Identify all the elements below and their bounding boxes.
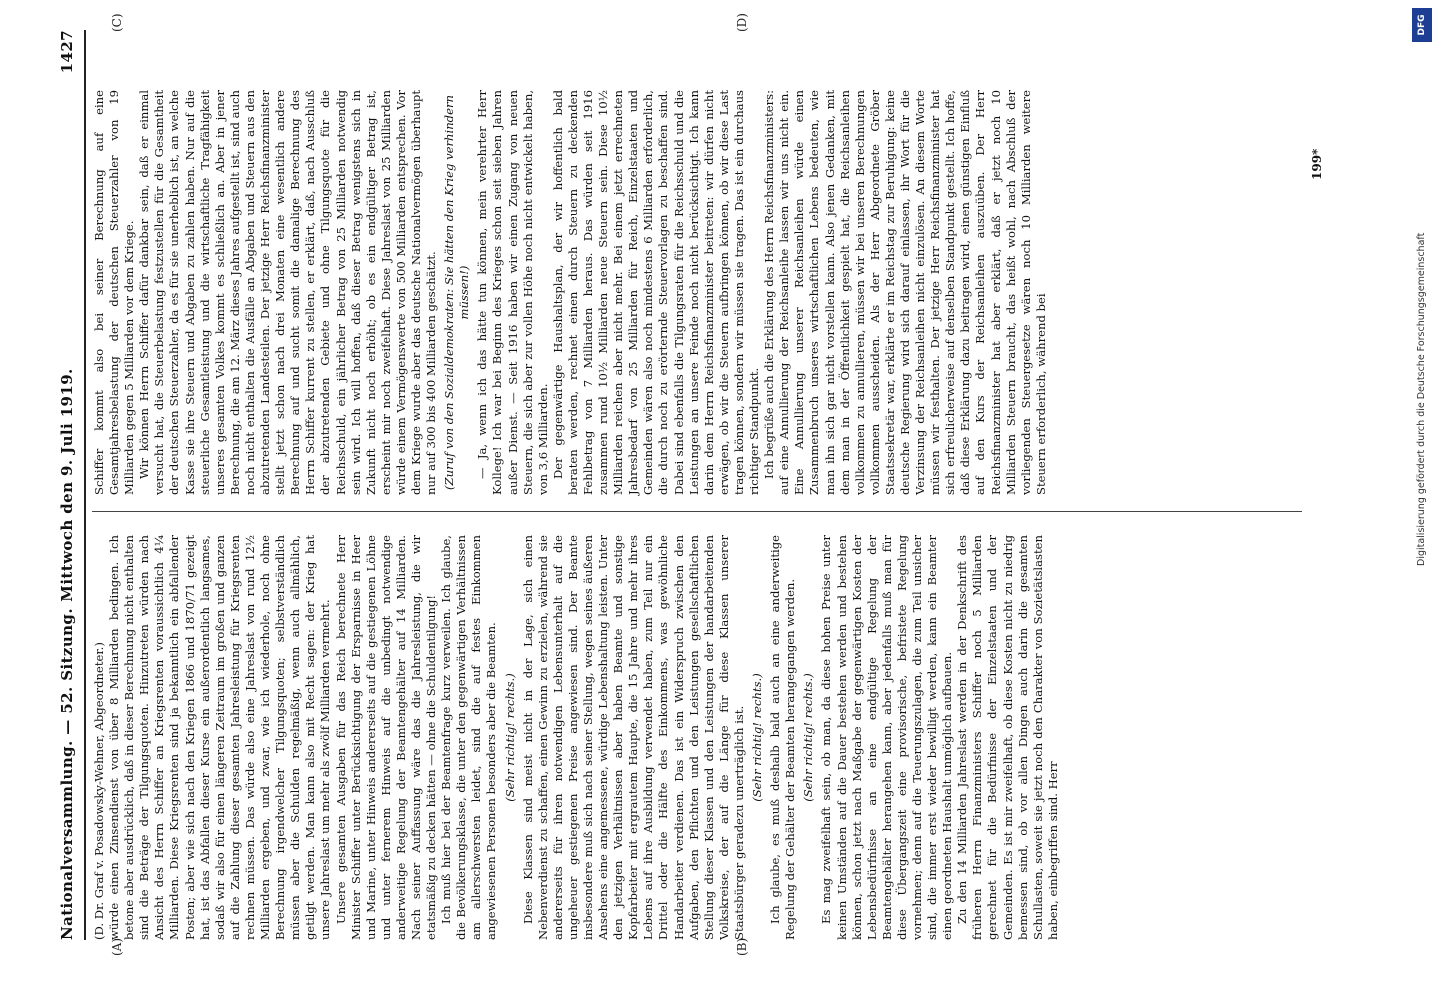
paragraph: Ich glaube, es muß deshalb bald auch an eine anderweitige Regelung der Gehälter der Beamten herangegangen werden.: [768, 535, 798, 940]
interjection: (Sehr richtig! rechts.): [502, 673, 517, 802]
page-header: [58, 30, 82, 940]
paragraph: Ich muß hier bei der Beamtenfrage kurz verweilen. Ich glaube, die Bevölkerungsklasse, die unter den gegenwärtigen Verhältnissen am allerschwersten leidet, sind die auf festes Einkommen angewiesenen Personen besonders aber die Beamten.: [439, 535, 499, 940]
paragraph: Unsere gesamten Ausgaben für das Reich berechnete Herr Minister Schiffer unter Berücksichtigung der Ersparnisse in Heer und Marine, unter Hinweis andererseits auf die gestiegenen Löhne und unter fernerem Hinweis auf die unbedingt notwendige anderweitige Regelung der Beamtengehälter auf 14 Milliarden. Nach seiner Auffassung wäre das die Jahresleistung, die wir etatsmäßig zu decken hätten — ohne die Schuldentilgung!: [333, 535, 439, 940]
header-date: Mittwoch den 9. Juli 1919.: [58, 368, 76, 602]
paragraph: Zu den 14 Milliarden Jahreslast werden in der Denkschrift des früheren Herrn Finanzministers Schiffer noch 5 Milliarden gerechnet für die Bedürfnisse der Einzelstaaten und der Gemeinden. Es ist mir zweifelhaft, ob diese Kosten nicht zu niedrig bemessen sind, ob vor allen Dingen auch darin die gesamten Schullasten, soweit sie jetzt noch den Charakter von Sozietätslasten haben, einbegriffen sind. Herr: [955, 535, 1060, 940]
digitization-credit: [1412, 46, 1432, 566]
speaker-line: (D. Dr. Graf v. Posadowsky-Wehner, Abgeordneter.): [92, 642, 106, 940]
marker-a: (A): [110, 937, 124, 956]
paragraph: würde einen Zinsendienst von über 8 Milliarden bedingen. Ich betone aber ausdrücklich, daß in dieser Berechnung nicht enthalten sind die Beträge der Tilgungsquoten. Hinzutreten würden nach Ansicht des Herrn Schiffer an Kriegsrenten voraussichtlich 4¼ Milliarden. Diese Kriegsrenten sind ja bekanntlich ein abfallender Posten; aber wie sich nach den Kriegen 1866 und 1870/71 gezeigt hat, ist das Abfallen dieser Kurse ein außerordentlich langsames, sodaß wir also für einen längeren Zeitraum im großen und ganzen auf die Zahlung dieser gesamten Jahresleistung für Kriegsrenten rechnen müssen. Das würde also eine Jahreslast von rund 12½ Milliarden ergeben, und zwar, wie ich wiederhole, noch ohne Berechnung irgendwelcher Tilgungsquoten; selbstverständlich müssen aber die Schulden regelmäßig, wenn auch allmählich, getilgt werden. Man kann also mit Recht sagen: der Krieg hat unsere Jahreslast um mehr als zwölf Milliarden vermehrt.: [107, 535, 333, 940]
right-text-column: [92, 90, 1049, 495]
marker-d: (D): [735, 13, 749, 32]
interjection: (Sehr richtig! rechts.): [750, 673, 765, 802]
paragraph: Ich begrüße auch die Erklärung des Herrn Reichsfinanzministers: auf eine Annullierung der Reichsanleihe lassen wir uns nicht ein. Eine Annullierung unserer Reichsanleihen würde einen Zusammenbruch unseres wirtschaftlichen Lebens bedeuten, wie man ihn sich gar nicht vorstellen kann. Also jenen Gedanken, mit dem man in der Öffentlichkeit gespielt hat, die Reichsanleihen vollkommen zu annullieren, müssen wir bei unseren Berechnungen vollkommen ausscheiden. Als der Herr Abgeordnete Gröber Staatssekretär war, erklärte er im Reichstag zur Beruhigung: keine deutsche Regierung wird sich darauf einlassen, ihr Wort für die Verzinsung der Reichsanleihen nicht einzulösen. An diesem Worte müssen wir festhalten. Der jetzige Herr Reichsfinanzminister hat sich erfreulicherweise auf denselben Standpunkt gestellt. Ich hoffe, daß diese Erklärung dazu beitragen wird, einen günstigen Einfluß auf den Kurs der Reichsanleihen auszuüben. Der Herr Reichsfinanzminister hat aber erklärt, daß er jetzt noch 10 Milliarden Steuern braucht, das heißt wohl, nach Abschluß der vorliegenden Steuergesetze wären noch 10 Milliarden weitere Steuern erforderlich, während bei: [762, 90, 1048, 495]
paragraph: Es mag zweifelhaft sein, ob man, da diese hohen Preise unter keinen Umständen auf die Dauer bestehen werden und bestehen können, schon jetzt nach Maßgabe der gegenwärtigen Kosten der Lebensbedürfnisse an eine endgültige Regelung der Beamtengehälter herangehen kann, aber jedenfalls muß man für diese Übergangszeit eine provisorische, befristete Regelung vornehmen; denn auf die Teuerungszulagen, die zum Teil unsicher sind, die immer erst wieder bewilligt werden, kann ein Beamter einen geordneten Haushalt unmöglich aufbauen.: [819, 535, 955, 940]
column-divider: [92, 511, 1302, 512]
header-rule: [84, 30, 86, 940]
interjection: (Zuruf von den Sozialdemokraten: Sie hätten den Krieg verhindern müssen!): [442, 95, 472, 490]
paragraph: Wir können Herrn Schiffer dafür dankbar sein, daß er einmal versucht hat, die Steuerbelastung festzustellen für die Gesamtheit der deutschen Steuerzahler, da es für sie unerheblich ist, an welche Kasse sie ihre Steuern und Abgaben zu zahlen haben. Nur auf die steuerliche Gesamtleistung und die wirtschaftliche Tragfähigkeit unseres gesamten Volkes kommt es schließlich an. Aber in jener Berechnung, die am 12. März dieses Jahres aufgestellt ist, sind auch noch nicht enthalten die Ausfälle an Abgaben und Steuern aus den abzutretenden Landesteilen. Der jetzige Herr Reichsfinanzminister stellt jetzt schon nach drei Monaten eine wesentlich andere Berechnung auf und sucht somit die damalige Berechnung des Herrn Schiffer kurrent zu stellen, er erklärt, daß, nach Ausschluß der abzutretenden Gebiete und ohne Tilgungsquote für die Reichsschuld, ein jährlicher Betrag von 25 Milliarden notwendig sein wird. Ich will hoffen, daß dieser Betrag wenigstens sich in Zukunft nicht noch erhöht; ob es ein endgültiger Betrag ist, erscheint mir noch zweifelhaft. Diese Jahreslast von 25 Milliarden würde einem Vermögenswerte von 500 Milliarden entsprechen. Vor dem Kriege wurde aber das deutsche Nationalvermögen überhaupt nur auf 300 bis 400 Milliarden geschätzt.: [137, 90, 439, 495]
paragraph: Der gegenwärtige Haushaltsplan, der wir hoffentlich bald beraten werden, rechnet einen durch Steuern zu deckenden Fehlbetrag von 7 Milliarden heraus. Das würden seit 1916 zusammen rund 10½ Milliarden neue Steuern sein. Diese 10½ Milliarden reichen aber nicht mehr. Bei einem jetzt errechneten Jahresbedarf von 25 Milliarden für Reich, Einzelstaaten und Gemeinden wären also noch mindestens 6 Milliarden erforderlich, die durch noch zu erörternde Steuervorlagen zu beschaffen sind. Dabei sind ebenfalls die Tilgungsraten für die Reichsschuld und die Leistungen an unsere Feinde noch nicht berücksichtigt. Ich kann darin dem Herrn Reichsfinanzminister beitreten: wir dürfen nicht erwägen, ob wir die Steuern aufbringen können, ob wir diese Last tragen können, sondern wir müssen sie tragen. Das ist ein durchaus richtiger Standpunkt.: [550, 90, 762, 495]
paragraph: Diese Klassen sind meist nicht in der Lage, sich einen Nebenverdienst zu schaffen, einen Gewinn zu erzielen, während sie andererseits für ihren notwendigen Lebensunterhalt auf die ungeheuer gestiegenen Preise angewiesen sind. Der Beamte insbesondere muß sich nach seiner Stellung, wegen seines äußeren Ansehens eine angemessene, würdige Lebenshaltung leisten. Unter den jetzigen Verhältnissen aber haben Beamte und sonstige Kopfarbeiter mit ergrautem Haupte, die 15 Jahre und mehr ihres Lebens auf ihre Ausbildung verwendet haben, zum Teil nur ein Drittel oder die Hälfte des Einkommens, was gewöhnliche Handarbeiter verdienen. Das ist ein Widerspruch zwischen den Aufgaben, den Pflichten und den Leistungen gesellschaftlichen Stellung dieser Klassen und den Leistungen der handarbeitenden Volkskreise, der auf die Länge für diese Klassen unserer Staatsbürger geradezu unerträglich ist.: [520, 535, 746, 940]
paragraph: — Ja, wenn ich das hätte tun können, mein verehrter Herr Kollege! Ich war bei Beginn des Krieges schon seit sieben Jahren außer Dienst. — Seit 1916 haben wir einen Zugang von neuen Steuern, die sich aber zur vollen Höhe noch nicht entwickelt haben, von 3,6 Milliarden.: [475, 90, 550, 495]
marker-b: (B): [735, 937, 749, 956]
dfg-logo-text: DFG: [1417, 14, 1427, 36]
interjection: (Sehr richtig! rechts.): [801, 673, 816, 802]
dfg-logo: [1412, 8, 1432, 42]
header-session-title: Nationalversammlung. — 52. Sitzung.: [58, 608, 76, 940]
paragraph: Schiffer kommt also bei seiner Berechnung auf eine Gesamtjahresbelastung der deutschen Steuerzahler von 19 Milliarden gegen 5 Milliarden vor dem Kriege.: [92, 90, 137, 495]
marker-c: (C): [110, 13, 124, 32]
credit-text: Digitalisierung gefördert durch die Deutsche Forschungsgemeinschaft: [1416, 232, 1427, 566]
footer-sheet-number: 199*: [1310, 148, 1324, 180]
header-page-number: 1427: [58, 30, 76, 74]
left-text-column: [92, 535, 1061, 940]
